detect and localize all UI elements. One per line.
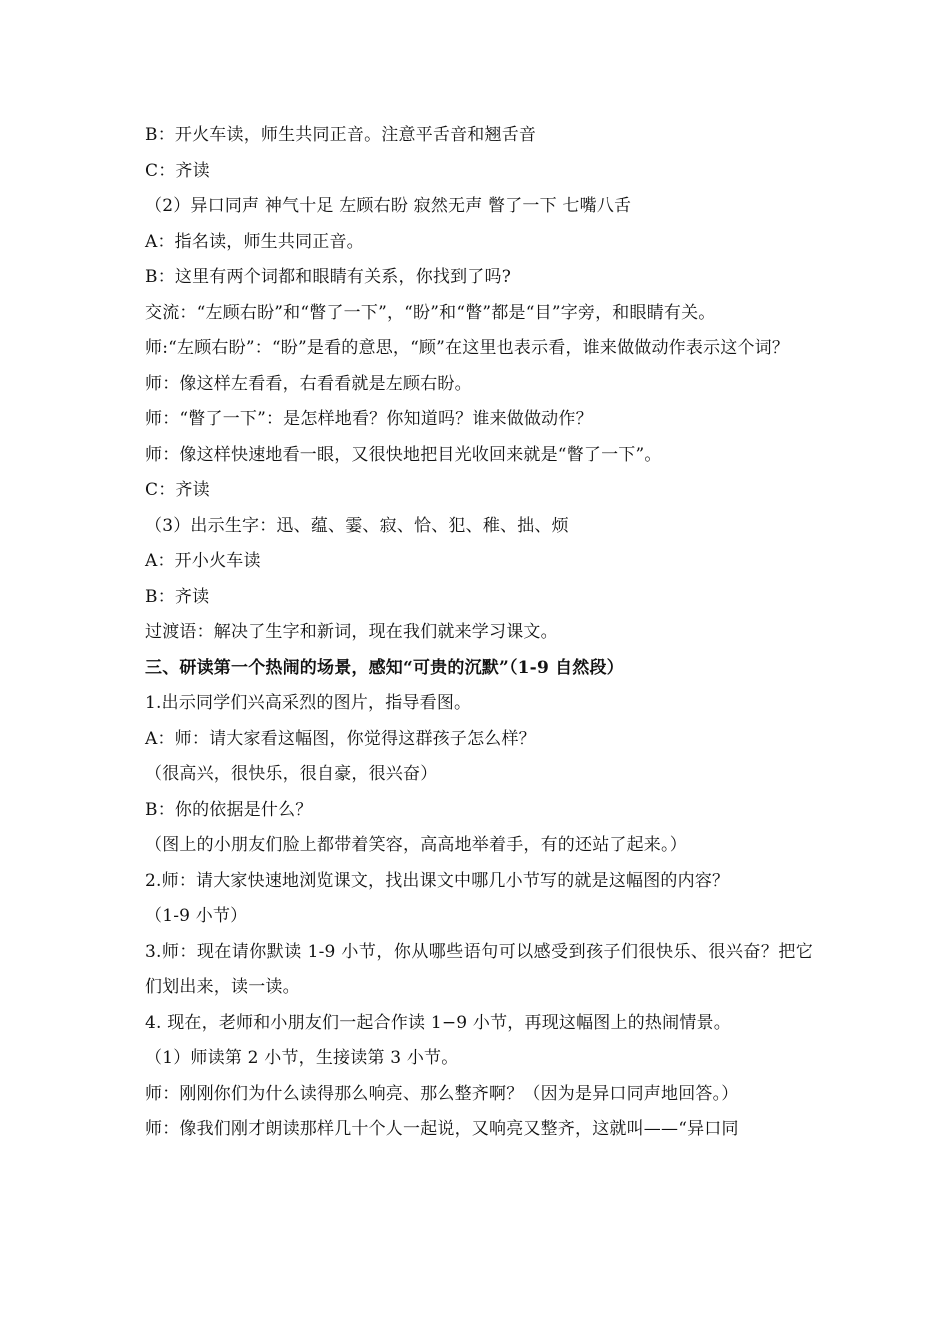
paragraph: B：齐读 <box>145 586 210 607</box>
paragraph: 4. 现在，老师和小朋友们一起合作读 1−9 小节，再现这幅图上的热闹情景。 <box>145 1012 731 1033</box>
paragraph: A：开小火车读 <box>145 551 261 571</box>
paragraph: 3.师：现在请你默读 1-9 小节，你从哪些语句可以感受到孩子们很快乐、很兴奋？把它们划出来，读一读。 <box>145 941 813 997</box>
paragraph: 师：像我们刚才朗读那样几十个人一起说，又响亮又整齐，这就叫——“异口同 <box>145 1119 739 1139</box>
paragraph: C：齐读 <box>145 480 210 500</box>
paragraph: 师：像这样快速地看一眼，又很快地把目光收回来就是“瞥了一下”。 <box>145 444 662 465</box>
paragraph: 师：“瞥了一下”：是怎样地看？你知道吗？谁来做做动作？ <box>145 409 593 429</box>
paragraph: （2）异口同声 神气十足 左顾右盼 寂然无声 瞥了一下 七嘴八舌 <box>145 196 632 216</box>
paragraph: 师：像这样左看看，右看看就是左顾右盼。 <box>145 373 472 394</box>
paragraph: （1-9 小节） <box>145 906 248 926</box>
paragraph: 1.出示同学们兴高采烈的图片，指导看图。 <box>145 693 472 713</box>
paragraph: 过渡语：解决了生字和新词，现在我们就来学习课文。 <box>145 622 558 642</box>
paragraph: 师：刚刚你们为什么读得那么响亮、那么整齐啊？（因为是异口同声地回答。） <box>145 1083 739 1104</box>
paragraph: A：师：请大家看这幅图，你觉得这群孩子怎么样？ <box>145 728 536 749</box>
paragraph: 交流：“左顾右盼”和“瞥了一下”，“盼”和“瞥”都是“目”字旁，和眼睛有关。 <box>145 302 716 323</box>
paragraph: 师:“左顾右盼”：“盼”是看的意思，“顾”在这里也表示看，谁来做做动作表示这个词？ <box>145 338 790 358</box>
paragraph: （1）师读第 2 小节，生接读第 3 小节。 <box>145 1048 459 1068</box>
paragraph: （很高兴，很快乐，很自豪，很兴奋） <box>145 764 438 784</box>
paragraph: （3）出示生字：迅、蕴、霎、寂、恰、犯、稚、拙、烦 <box>145 515 569 536</box>
paragraph: 2.师：请大家快速地浏览课文，找出课文中哪几小节写的就是这幅图的内容？ <box>145 870 730 891</box>
paragraph: （图上的小朋友们脸上都带着笑容，高高地举着手，有的还站了起来。） <box>145 835 687 855</box>
paragraph: B：开火车读，师生共同正音。注意平舌音和翘舌音 <box>145 125 537 145</box>
paragraph: B：你的依据是什么？ <box>145 799 313 820</box>
paragraph: B：这里有两个词都和眼睛有关系，你找到了吗? <box>145 267 512 287</box>
paragraph: C：齐读 <box>145 160 210 181</box>
paragraph: A：指名读，师生共同正音。 <box>145 231 364 252</box>
document-page <box>145 118 813 1148</box>
section-heading: 三、研读第一个热闹的场景，感知“可贵的沉默”（1-9 自然段） <box>145 657 624 678</box>
